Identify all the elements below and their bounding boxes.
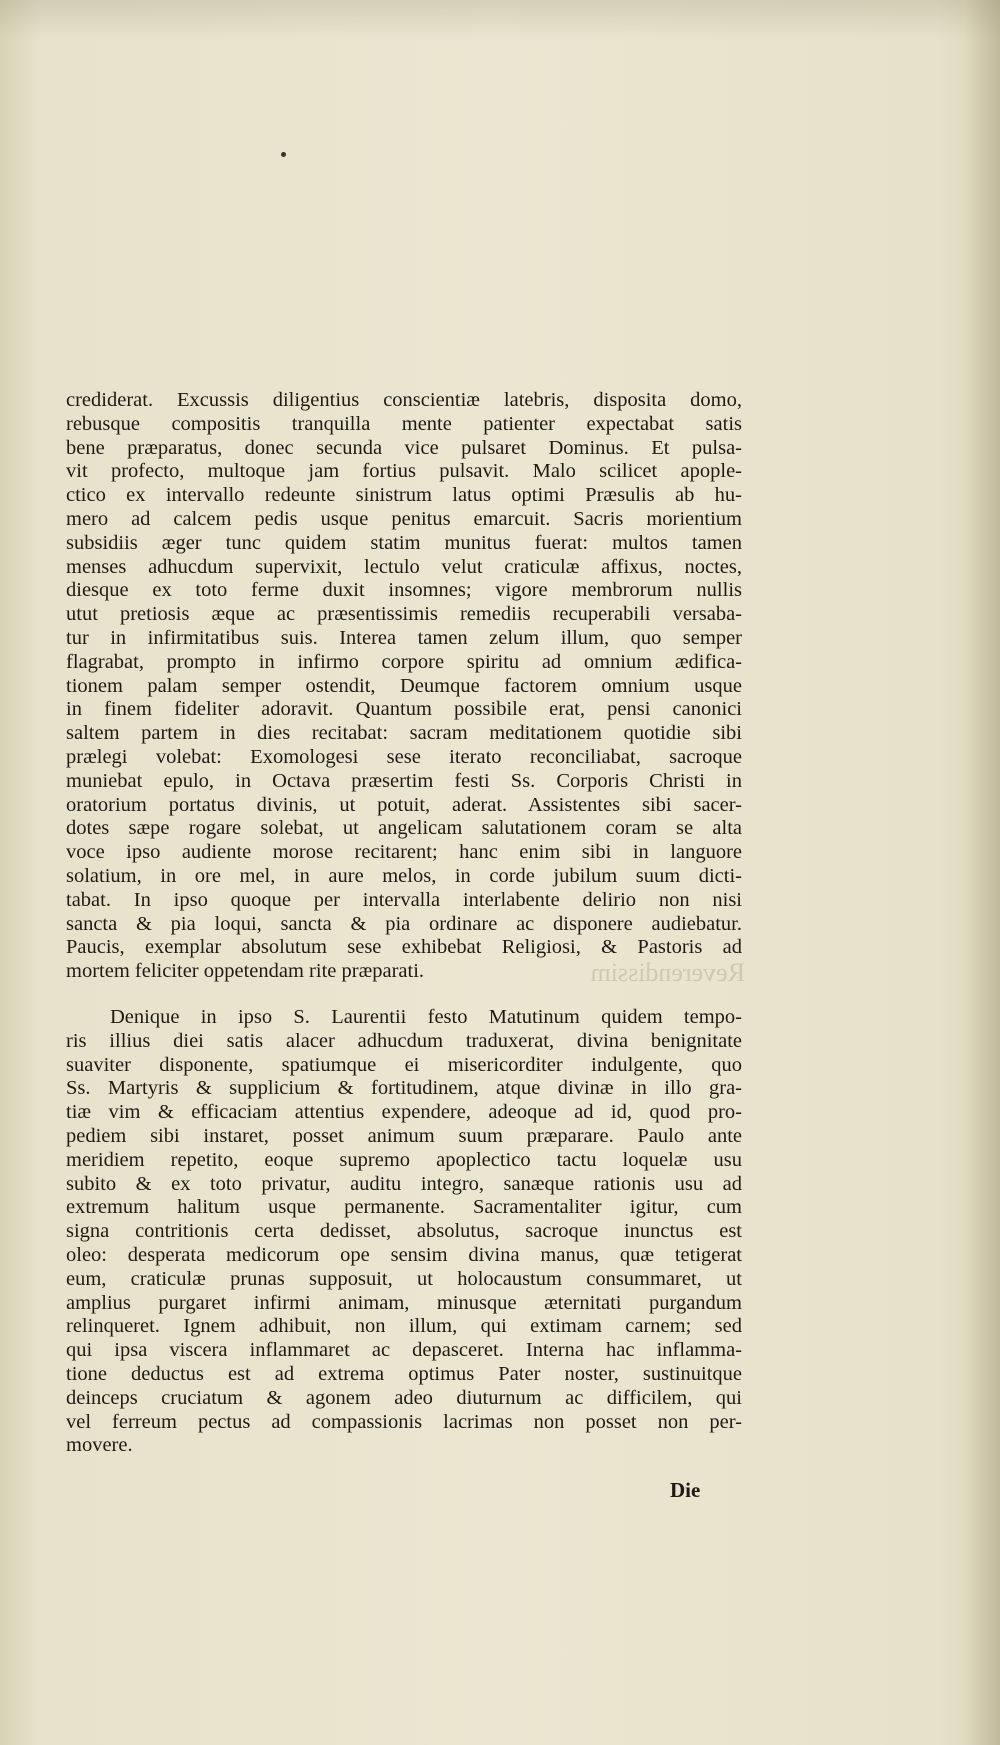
text-line: oleo: desperata medicorum ope sensim divina manus, quæ tetigerat: [66, 1243, 742, 1266]
text-line: bene præparatus, donec secunda vice pulsaret Dominus. Et pulsa-: [66, 436, 742, 459]
text-line: tiæ vim & efficaciam attentius expendere, adeoque ad id, quod pro-: [66, 1101, 742, 1124]
paragraph-1: [66, 389, 742, 984]
text-line: signa contritionis certa dedisset, absolutus, sacroque inunctus est: [66, 1220, 742, 1243]
text-line: subito & ex toto privatur, auditu integro, sanæque rationis usu ad: [66, 1172, 742, 1195]
text-line: tur in infirmitatibus suis. Interea tamen zelum illum, quo semper: [66, 626, 742, 649]
text-line: Ss. Martyris & supplicium & fortitudinem, atque divinæ in illo gra-: [66, 1077, 742, 1100]
text-line: dotes sæpe rogare solebat, ut angelicam salutationem coram se alta: [66, 817, 742, 840]
text-line: mortem feliciter oppetendam rite præparati.: [66, 960, 425, 983]
text-line: oratorium portatus divinis, ut potuit, aderat. Assistentes sibi sacer-: [66, 793, 742, 816]
text-line: voce ipso audiente morose recitarent; hanc enim sibi in languore: [66, 841, 742, 864]
text-line: tionem palam semper ostendit, Deumque factorem omnium usque: [66, 674, 742, 697]
text-line: saltem partem in dies recitabat: sacram meditationem quotidie sibi: [66, 722, 742, 745]
text-line: vit profecto, multoque jam fortius pulsavit. Malo scilicet apople-: [66, 460, 742, 483]
text-line: vel ferreum pectus ad compassionis lacrimas non posset non per-: [66, 1410, 742, 1433]
text-line: ctico ex intervallo redeunte sinistrum latus optimi Præsulis ab hu-: [66, 484, 742, 507]
text-line: solatium, in ore mel, in aure melos, in corde jubilum suum dicti-: [66, 864, 742, 887]
text-line: rebusque compositis tranquilla mente patienter expectabat satis: [66, 412, 742, 435]
text-line: muniebat epulo, in Octava præsertim festi Ss. Corporis Christi in: [66, 769, 742, 792]
text-line: utut pretiosis æque ac præsentissimis remediis recuperabili versaba-: [66, 603, 742, 626]
text-line: extremum halitum usque permanente. Sacramentaliter igitur, cum: [66, 1196, 742, 1219]
text-line: crediderat. Excussis diligentius conscientiæ latebris, disposita domo,: [66, 389, 742, 411]
text-line: mero ad calcem pedis usque penitus emarcuit. Sacris morientium: [66, 507, 742, 530]
text-line: subsidiis æger tunc quidem statim munitus fuerat: multos tamen: [66, 531, 742, 554]
text-line: Paucis, exemplar absolutum sese exhibebat Religiosi, & Pastoris ad: [66, 936, 742, 959]
page-top-shading: [0, 0, 1000, 40]
text-line: eum, craticulæ prunas supposuit, ut holocaustum consummaret, ut: [66, 1267, 742, 1290]
text-line: Denique in ipso S. Laurentii festo Matutinum quidem tempo-: [110, 1006, 742, 1028]
text-line: suaviter disponente, spatiumque ei misericorditer indulgente, quo: [66, 1053, 742, 1076]
ink-spot: [281, 152, 286, 157]
text-line: sancta & pia loqui, sancta & pia ordinare ac disponere audiebatur.: [66, 912, 742, 935]
text-line: pediem sibi instaret, posset animum suum præparare. Paulo ante: [66, 1124, 742, 1147]
text-line: movere.: [66, 1434, 133, 1457]
text-line: tabat. In ipso quoque per intervalla interlabente delirio non nisi: [66, 888, 742, 911]
bleed-through-text: Reverendissim: [590, 958, 745, 987]
catchword: Die: [670, 1478, 701, 1502]
text-line: flagrabat, prompto in infirmo corpore spiritu ad omnium ædifica-: [66, 650, 742, 673]
text-line: in finem fideliter adoravit. Quantum possibile erat, pensi canonici: [66, 698, 742, 721]
text-line: qui ipsa viscera inflammaret ac depasceret. Interna hac inflamma-: [66, 1339, 742, 1362]
text-line: diesque ex toto ferme duxit insomnes; vigore membrorum nullis: [66, 579, 742, 602]
paragraph-2: [66, 1006, 742, 1458]
text-line: ris illius diei satis alacer adhucdum traduxerat, divina benignitate: [66, 1029, 742, 1052]
text-line: menses adhucdum supervixit, lectulo velut craticulæ affixus, noctes,: [66, 555, 742, 578]
text-line: meridiem repetito, eoque supremo apoplectico tactu loquelæ usu: [66, 1148, 742, 1171]
text-line: deinceps cruciatum & agonem adeo diuturnum ac difficilem, qui: [66, 1386, 742, 1409]
text-line: relinqueret. Ignem adhibuit, non illum, qui extimam carnem; sed: [66, 1315, 742, 1338]
text-line: prælegi volebat: Exomologesi sese iterato reconciliabat, sacroque: [66, 745, 742, 768]
text-line: tione deductus est ad extrema optimus Pater noster, sustinuitque: [66, 1362, 742, 1385]
text-line: amplius purgaret infirmi animam, minusque æternitati purgandum: [66, 1291, 742, 1314]
page-edge-shading: [964, 0, 1000, 1745]
